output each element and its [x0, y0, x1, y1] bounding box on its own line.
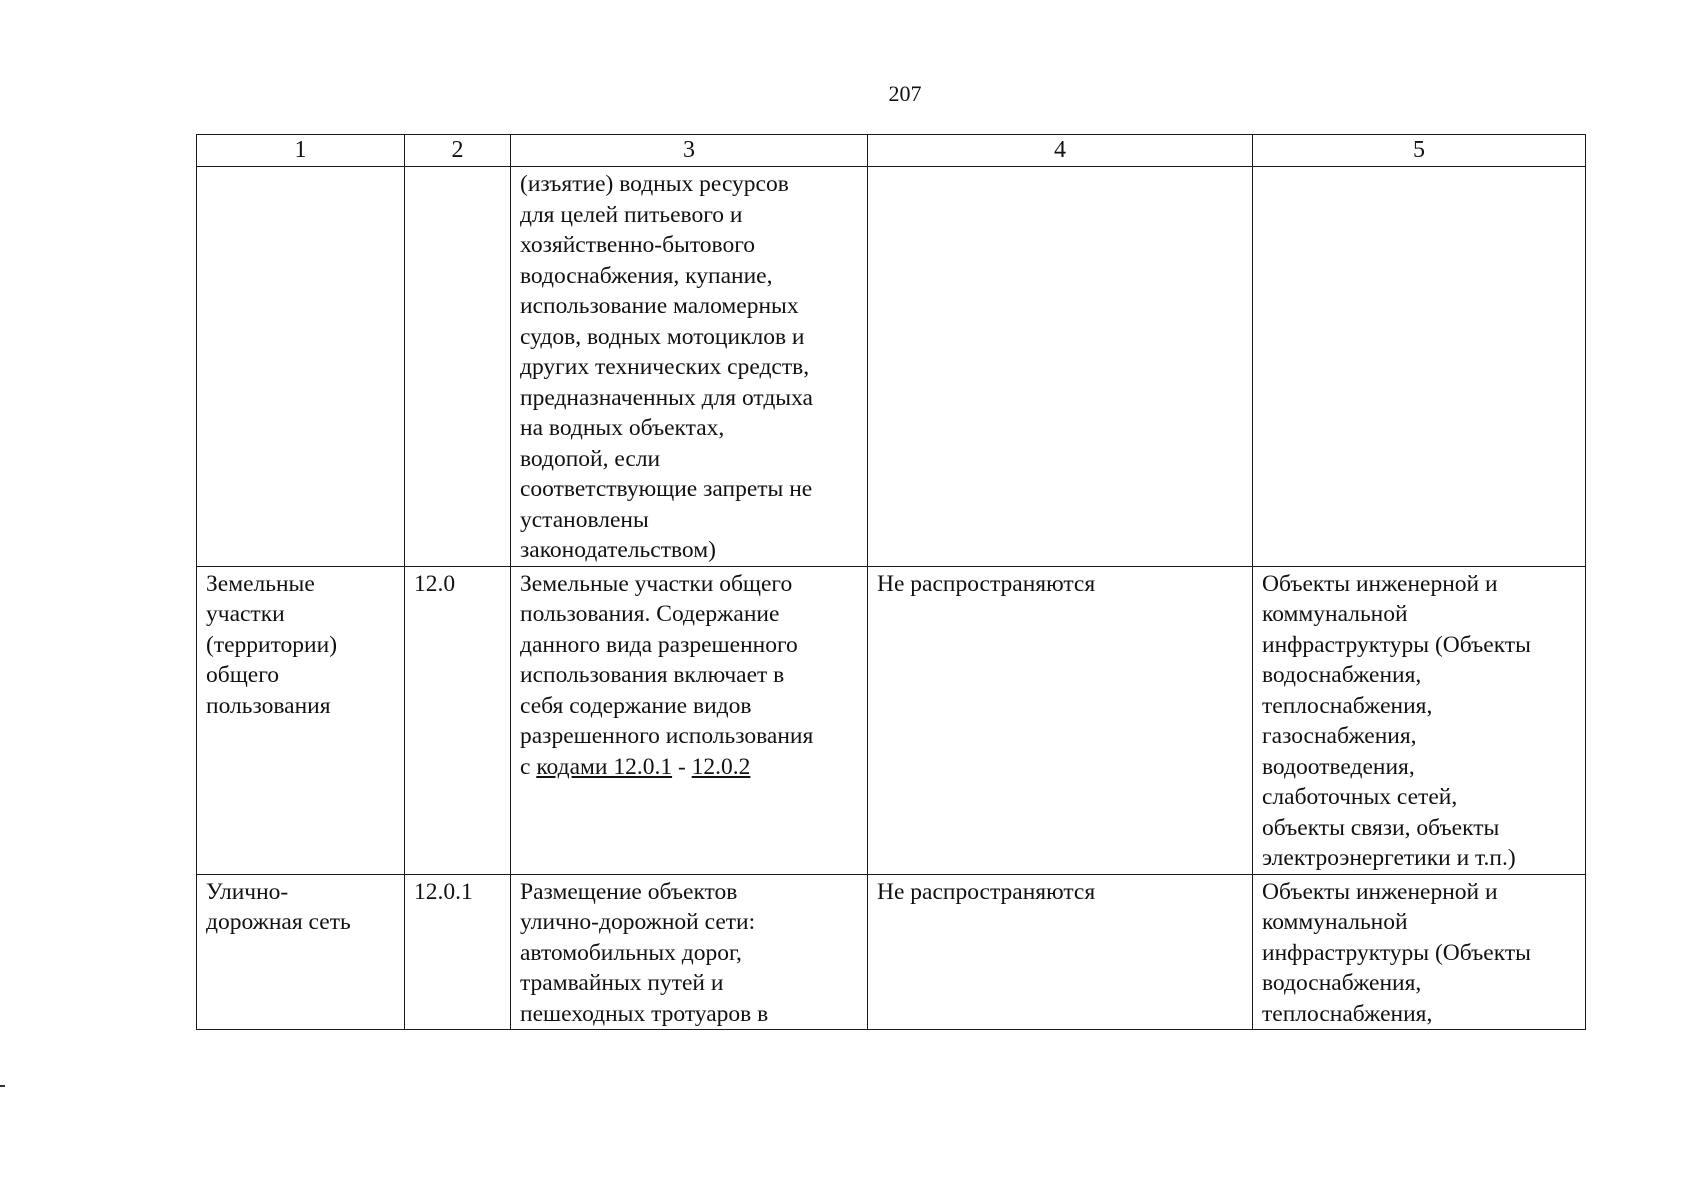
- text-line: Объекты инженерной и: [1262, 570, 1498, 597]
- text-line: инфраструктуры (Объекты: [1262, 939, 1531, 966]
- text-line: автомобильных дорог,: [520, 939, 742, 966]
- text-line: разрешенного использования: [520, 723, 814, 749]
- table-row-continuation: [197, 167, 1586, 567]
- text-line: Объекты инженерной и: [1262, 878, 1498, 905]
- text-line: водопой, если: [520, 445, 661, 472]
- text-line: коммунальной: [1262, 601, 1408, 627]
- text-line: предназначенных для отдыха: [520, 384, 813, 411]
- text-line: водоснабжения,: [1262, 970, 1422, 996]
- text-line: общего: [206, 662, 280, 688]
- text-line: трамвайных путей и: [520, 970, 724, 996]
- text-line: водоснабжения,: [1262, 662, 1422, 688]
- header-col-4: 4: [868, 135, 1253, 167]
- cell-auxiliary-uses: [1253, 874, 1586, 1030]
- text-line: водоснабжения, купание,: [520, 262, 773, 289]
- header-col-5: 5: [1253, 135, 1586, 167]
- text-line: использования включает в: [520, 662, 785, 688]
- cell-name: [197, 167, 405, 567]
- table-row-public-land: [197, 566, 1586, 874]
- page-number: 207: [888, 81, 922, 106]
- text-line: Размещение объектов: [520, 878, 738, 905]
- cell-description: [511, 874, 868, 1030]
- cell-restrictions: Не распространяются: [868, 874, 1253, 1030]
- text-line: улично-дорожной сети:: [520, 909, 756, 935]
- text-fragment: с: [520, 753, 537, 780]
- text-line: хозяйственно-бытового: [520, 232, 756, 258]
- cell-auxiliary-uses: [1253, 566, 1586, 874]
- text-line: участки: [206, 601, 285, 627]
- cell-restrictions: Не распространяются: [868, 566, 1253, 874]
- text-line: пользования: [206, 692, 331, 719]
- code-link-12-0-1[interactable]: кодами 12.0.1: [536, 753, 673, 780]
- text-line: соответствующие запреты не: [520, 476, 813, 502]
- text-line: законодательством): [520, 537, 716, 563]
- text-line: водоотведения,: [1262, 753, 1415, 780]
- text-line: использование маломерных: [520, 293, 799, 319]
- text-line: дорожная сеть: [206, 909, 351, 935]
- text-line: электроэнергетики и т.п.): [1262, 845, 1516, 871]
- text-line: слаботочных сетей,: [1262, 784, 1458, 810]
- text-line: теплоснабжения,: [1262, 1000, 1433, 1027]
- text-line: Земельные участки общего: [520, 570, 793, 597]
- text-line: на водных объектах,: [520, 415, 725, 441]
- table-row-street-network: [197, 874, 1586, 1030]
- cell-name: [197, 566, 405, 874]
- text-line: (изъятие) водных ресурсов: [520, 171, 789, 197]
- cell-code: 12.0: [405, 566, 511, 874]
- cell-auxiliary-uses: [1253, 167, 1586, 567]
- cell-code: [405, 167, 511, 567]
- text-line: инфраструктуры (Объекты: [1262, 631, 1531, 658]
- cell-description: [511, 566, 868, 874]
- cell-description: [511, 167, 868, 567]
- margin-mark: [0, 1085, 5, 1087]
- text-line: объекты связи, объекты: [1262, 814, 1500, 841]
- text-line: Улично-: [206, 878, 289, 905]
- cell-code: 12.0.1: [405, 874, 511, 1030]
- text-line: данного вида разрешенного: [520, 631, 798, 658]
- text-line: пешеходных тротуаров в: [520, 1000, 769, 1027]
- cell-name: [197, 874, 405, 1030]
- header-col-3: 3: [511, 135, 868, 167]
- text-line: газоснабжения,: [1262, 723, 1417, 749]
- land-use-table: [196, 134, 1586, 1030]
- text-line: пользования. Содержание: [520, 601, 780, 627]
- text-line: для целей питьевого и: [520, 201, 743, 228]
- text-line: (территории): [206, 631, 338, 658]
- text-line: коммунальной: [1262, 909, 1408, 935]
- code-link-12-0-2[interactable]: 12.0.2: [691, 753, 751, 780]
- text-line: Земельные: [206, 570, 315, 597]
- cell-restrictions: [868, 167, 1253, 567]
- header-col-2: 2: [405, 135, 511, 167]
- header-row: [197, 135, 1586, 167]
- text-line-with-links: [520, 752, 858, 783]
- text-line: других технических средств,: [520, 354, 810, 380]
- header-col-1: 1: [197, 135, 405, 167]
- text-line: себя содержание видов: [520, 692, 752, 719]
- text-line: судов, водных мотоциклов и: [520, 323, 805, 350]
- text-line: теплоснабжения,: [1262, 692, 1433, 719]
- text-fragment: -: [672, 753, 692, 780]
- text-line: установлены: [520, 506, 649, 533]
